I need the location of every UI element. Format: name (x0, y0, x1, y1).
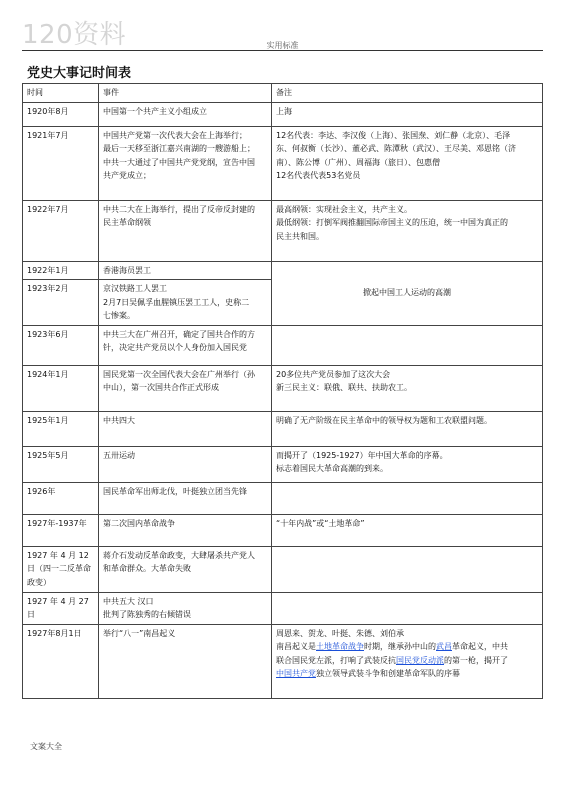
event-line: 五卅运动 (103, 450, 135, 460)
header-divider (22, 50, 543, 51)
note-text: 南昌起义是 (276, 642, 316, 651)
note-cell (272, 102, 543, 126)
time-cell: 1924年1月 (23, 365, 99, 411)
table-row (23, 261, 543, 280)
table-row (23, 446, 543, 482)
time-cell: 1920年8月 (23, 102, 99, 126)
table-row (23, 546, 543, 592)
event-cell (99, 365, 272, 411)
table-row (23, 325, 543, 365)
event-line: 第二次国内革命战争 (103, 518, 175, 528)
event-line: 2月7日吴佩孚血腥镇压罢工工人，史称二 (103, 297, 250, 307)
column-header-time: 时间 (23, 84, 99, 103)
note-line: 12名代表代表53名党员 (276, 171, 361, 180)
event-line: 针，决定共产党员以个人身份加入国民党 (103, 343, 247, 352)
note-cell (272, 446, 543, 482)
chronology-table (22, 83, 543, 699)
time-cell: 1923年2月 (23, 280, 99, 326)
table-row (23, 365, 543, 411)
time-cell: 1927 年 4 月 27 日 (23, 592, 99, 624)
page-footer: 文案大全 (30, 742, 62, 751)
event-line: 中共一大通过了中国共产党党纲，宣告中国 (103, 157, 255, 167)
note-line: 南）、陈公博（广州）、周福海（旅日）、包惠僧 (276, 157, 440, 167)
note-line: 东、何叔衡（长沙）、董必武、陈潭秋（武汉）、王尽美、邓恩铭（济 (276, 144, 516, 153)
event-line: 中国第一个共产主义小组成立 (103, 106, 207, 116)
event-line: 香港海员罢工 (103, 265, 151, 275)
note-line: “十年内战”或“土地革命” (276, 518, 365, 528)
table-row (23, 411, 543, 446)
event-line: 京汉铁路工人罢工 (103, 284, 167, 293)
event-cell (99, 325, 272, 365)
event-line: 中共三大在广州召开，确定了国共合作的方 (103, 329, 255, 339)
event-line: 国民党第一次全国代表大会在广州举行（孙 (103, 369, 255, 379)
note-cell (272, 546, 543, 592)
link-cpc[interactable]: 中国共产党 (276, 669, 316, 678)
watermark: 120资料 (22, 20, 127, 50)
event-line: 最后一天移至浙江嘉兴南湖的一艘游船上； (103, 144, 255, 153)
note-cell (272, 200, 543, 261)
link-land-revolution[interactable]: 土地革命战争 (316, 642, 364, 651)
note-cell (272, 592, 543, 624)
event-line: 中山），第一次国共合作正式形成 (103, 383, 219, 392)
event-line: 共产党成立； (103, 171, 151, 180)
column-header-event: 事件 (99, 84, 272, 103)
time-cell: 1925年5月 (23, 446, 99, 482)
page-header: 实用标准 (266, 41, 299, 50)
time-cell: 1922年1月 (23, 261, 99, 280)
note-text: 的第一枪，揭开了 (444, 655, 508, 665)
note-cell (272, 126, 543, 200)
table-row (23, 514, 543, 546)
note-line (276, 654, 538, 668)
note-line: 明确了无产阶级在民主革命中的领导权为题和工农联盟问题。 (276, 415, 492, 425)
column-header-note: 备注 (272, 84, 543, 103)
time-cell: 1927年-1937年 (23, 514, 99, 546)
event-cell (99, 592, 272, 624)
merged-note-cell: 掀起中国工人运动的高潮 (272, 261, 543, 325)
event-cell (99, 102, 272, 126)
time-cell: 1927 年 4 月 12 日（四一二反革命政变） (23, 546, 99, 592)
event-line: 中国共产党第一次代表大会在上海举行； (103, 130, 247, 140)
note-line (276, 667, 538, 681)
event-line: 国民革命军出师北伐，叶挺独立团当先锋 (103, 486, 247, 496)
event-cell (99, 261, 272, 280)
note-cell (272, 325, 543, 365)
note-line: 12名代表：李达、李汉俊（上海）、张国焘、刘仁静（北京）、毛泽 (276, 130, 511, 140)
note-cell (272, 624, 543, 698)
note-text: 独立领导武装斗争和创建革命军队的序幕 (316, 669, 460, 678)
table-row (23, 624, 543, 698)
note-line: 标志着国民大革命高潮的到来。 (276, 464, 388, 473)
time-cell: 1925年1月 (23, 411, 99, 446)
event-cell (99, 200, 272, 261)
event-cell (99, 411, 272, 446)
note-line: 周恩来、贺龙、叶挺、朱德、刘伯承 (276, 628, 404, 638)
event-cell (99, 280, 272, 326)
table-row (23, 482, 543, 514)
note-line: 新三民主义：联俄、联共、扶助农工。 (276, 383, 412, 392)
event-cell (99, 514, 272, 546)
note-text: 时期，继承孙中山的 (364, 642, 436, 651)
event-line: 中共五大 汉口 (103, 596, 154, 606)
note-line: 上海 (276, 106, 292, 116)
time-cell: 1926年 (23, 482, 99, 514)
event-cell (99, 624, 272, 698)
event-line: 举行“八一”南昌起义 (103, 628, 176, 638)
event-line: 和革命群众。大革命失败 (103, 564, 191, 573)
table-row (23, 592, 543, 624)
event-line: 批判了陈独秀的右倾错误 (103, 610, 191, 619)
event-line: 七惨案。 (103, 311, 135, 320)
event-cell (99, 126, 272, 200)
table-row (23, 126, 543, 200)
time-cell: 1923年6月 (23, 325, 99, 365)
note-cell (272, 482, 543, 514)
event-cell (99, 482, 272, 514)
note-line (276, 640, 538, 654)
event-line: 蒋介石发动反革命政变，大肆屠杀共产党人 (103, 550, 255, 560)
time-cell: 1922年7月 (23, 200, 99, 261)
table-row (23, 102, 543, 126)
link-wuchang[interactable]: 武昌 (436, 642, 452, 651)
note-cell (272, 411, 543, 446)
event-line: 民主革命纲领 (103, 218, 151, 227)
event-cell (99, 546, 272, 592)
note-text: 革命起义，中共 (452, 642, 508, 651)
note-line: 民主共和国。 (276, 231, 324, 241)
note-line: 而揭开了（1925-1927）年中国大革命的序幕。 (276, 450, 448, 460)
table-row (23, 200, 543, 261)
note-text: 联合国民党左派，打响了武装反抗 (276, 655, 396, 665)
note-cell (272, 514, 543, 546)
event-cell (99, 446, 272, 482)
time-cell: 1921年7月 (23, 126, 99, 200)
event-line: 中共二大在上海举行，提出了反帝反封建的 (103, 204, 255, 214)
note-cell (272, 365, 543, 411)
note-line: 20多位共产党员参加了这次大会 (276, 369, 391, 379)
document-title: 党史大事记时间表 (27, 66, 132, 81)
time-cell: 1927年8月1日 (23, 624, 99, 698)
link-kmt-reactionaries[interactable]: 国民党反动派 (396, 655, 444, 665)
event-line: 中共四大 (103, 415, 135, 425)
note-line: 最高纲领：实现社会主义，共产主义。 (276, 204, 412, 214)
note-line: 最低纲领：打倒军阀推翻国际帝国主义的压迫，统一中国为真正的 (276, 218, 508, 227)
table-header-row (23, 84, 543, 103)
